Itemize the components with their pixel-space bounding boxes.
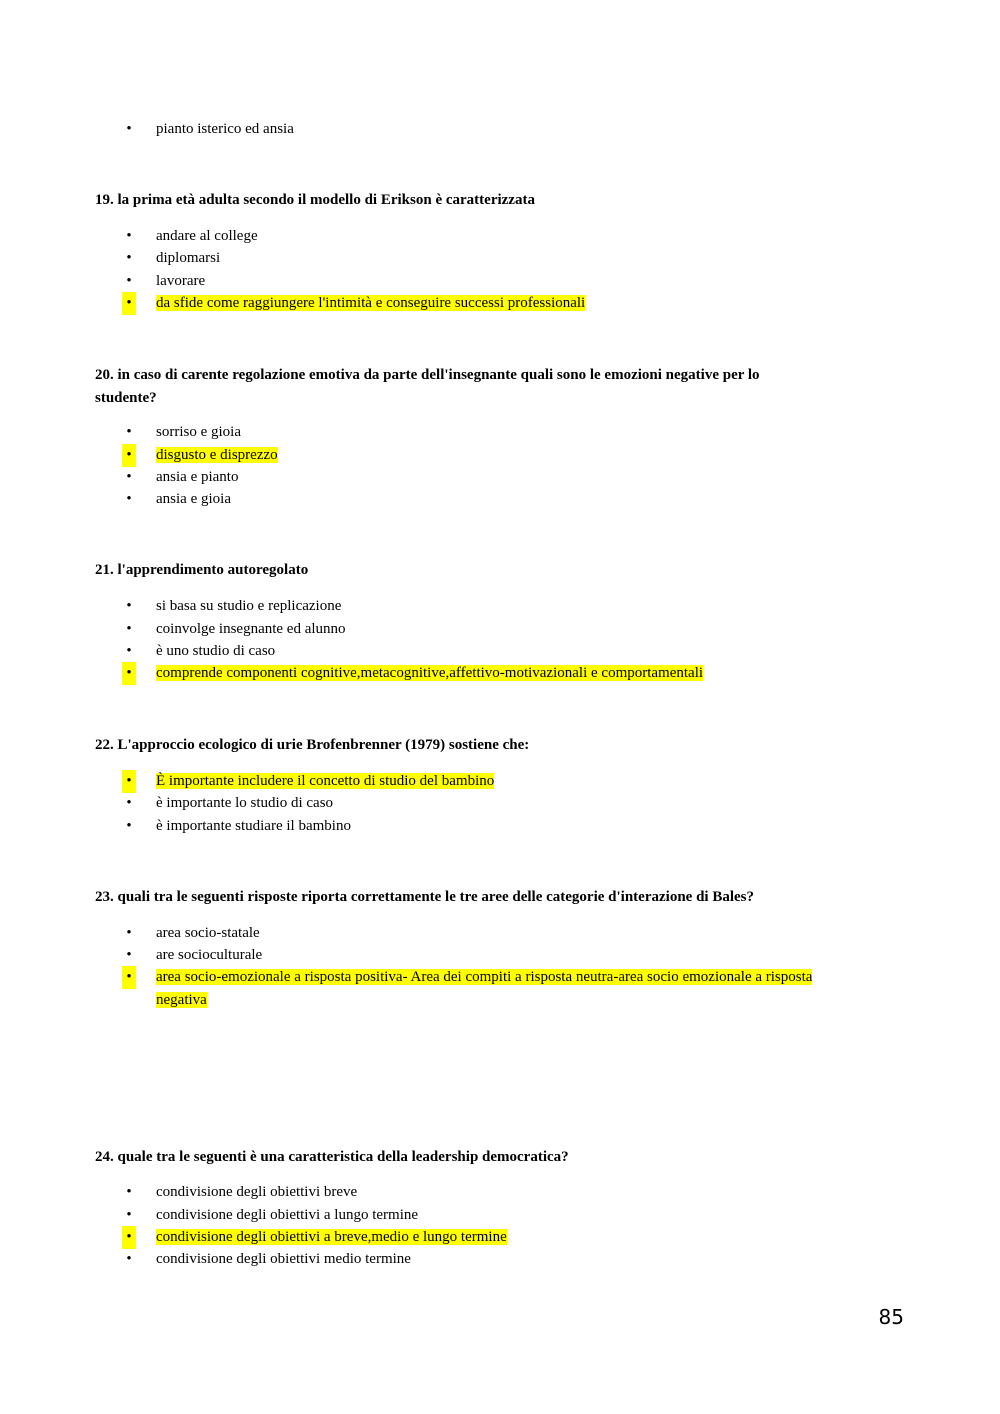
bullet: • xyxy=(126,621,132,637)
option: are socioculturale xyxy=(156,947,263,963)
bullet: • xyxy=(126,643,132,659)
option: ansia e pianto xyxy=(156,469,239,485)
question-23: 23. quali tra le seguenti risposte riporta correttamente le tre aree delle categorie d'interazione di Bales? xyxy=(95,889,754,905)
option: è importante studiare il bambino xyxy=(156,818,351,834)
option-correct: condivisione degli obiettivi a breve,medio e lungo termine xyxy=(156,1229,507,1245)
option: è uno studio di caso xyxy=(156,643,276,659)
question-21: 21. l'apprendimento autoregolato xyxy=(95,562,309,578)
bullet: • xyxy=(126,121,132,137)
option: condivisione degli obiettivi a lungo termine xyxy=(156,1207,419,1223)
option-correct: area socio-emozionale a risposta positiva- Area dei compiti a risposta neutra-area socio emozionale a risposta negativa xyxy=(156,969,813,1008)
bullet-highlighted: • xyxy=(122,966,136,989)
bullet: • xyxy=(126,1207,132,1223)
bullet: • xyxy=(126,795,132,811)
option: area socio-statale xyxy=(156,925,260,941)
question-19: 19. la prima età adulta secondo il modello di Erikson è caratterizzata xyxy=(95,192,535,208)
bullet-highlighted: • xyxy=(122,770,136,793)
option-correct: comprende componenti cognitive,metacognitive,affettivo-motivazionali e comportamentali xyxy=(156,665,704,681)
bullet: • xyxy=(126,469,132,485)
page-number: 85 xyxy=(878,1305,904,1329)
option-correct: È importante includere il concetto di studio del bambino xyxy=(156,773,495,789)
bullet: • xyxy=(126,598,132,614)
bullet: • xyxy=(126,491,132,507)
bullet: • xyxy=(126,925,132,941)
bullet-highlighted: • xyxy=(122,662,136,685)
bullet-highlighted: • xyxy=(122,292,136,315)
option: andare al college xyxy=(156,228,258,244)
option: coinvolge insegnante ed alunno xyxy=(156,621,346,637)
question-22: 22. L'approccio ecologico di urie Brofenbrenner (1979) sostiene che: xyxy=(95,737,530,753)
option: sorriso e gioia xyxy=(156,424,241,440)
bullet: • xyxy=(126,818,132,834)
option: si basa su studio e replicazione xyxy=(156,598,342,614)
bullet: • xyxy=(126,228,132,244)
bullet: • xyxy=(126,1184,132,1200)
option: condivisione degli obiettivi medio termine xyxy=(156,1251,411,1267)
bullet: • xyxy=(126,1251,132,1267)
option: è importante lo studio di caso xyxy=(156,795,334,811)
option-correct: da sfide come raggiungere l'intimità e conseguire successi professionali xyxy=(156,295,586,311)
bullet: • xyxy=(126,947,132,963)
question-24: 24. quale tra le seguenti è una caratteristica della leadership democratica? xyxy=(95,1149,569,1165)
bullet: • xyxy=(126,273,132,289)
option: condivisione degli obiettivi breve xyxy=(156,1184,358,1200)
bullet-highlighted: • xyxy=(122,1226,136,1249)
question-20: 20. in caso di carente regolazione emotiva da parte dell'insegnante quali sono le emozioni negative per lo studente? xyxy=(95,367,760,406)
option-correct: disgusto e disprezzo xyxy=(156,447,278,463)
option: pianto isterico ed ansia xyxy=(156,121,294,137)
bullet: • xyxy=(126,250,132,266)
option: diplomarsi xyxy=(156,250,221,266)
option: ansia e gioia xyxy=(156,491,231,507)
bullet-highlighted: • xyxy=(122,444,136,467)
bullet: • xyxy=(126,424,132,440)
option: lavorare xyxy=(156,273,206,289)
